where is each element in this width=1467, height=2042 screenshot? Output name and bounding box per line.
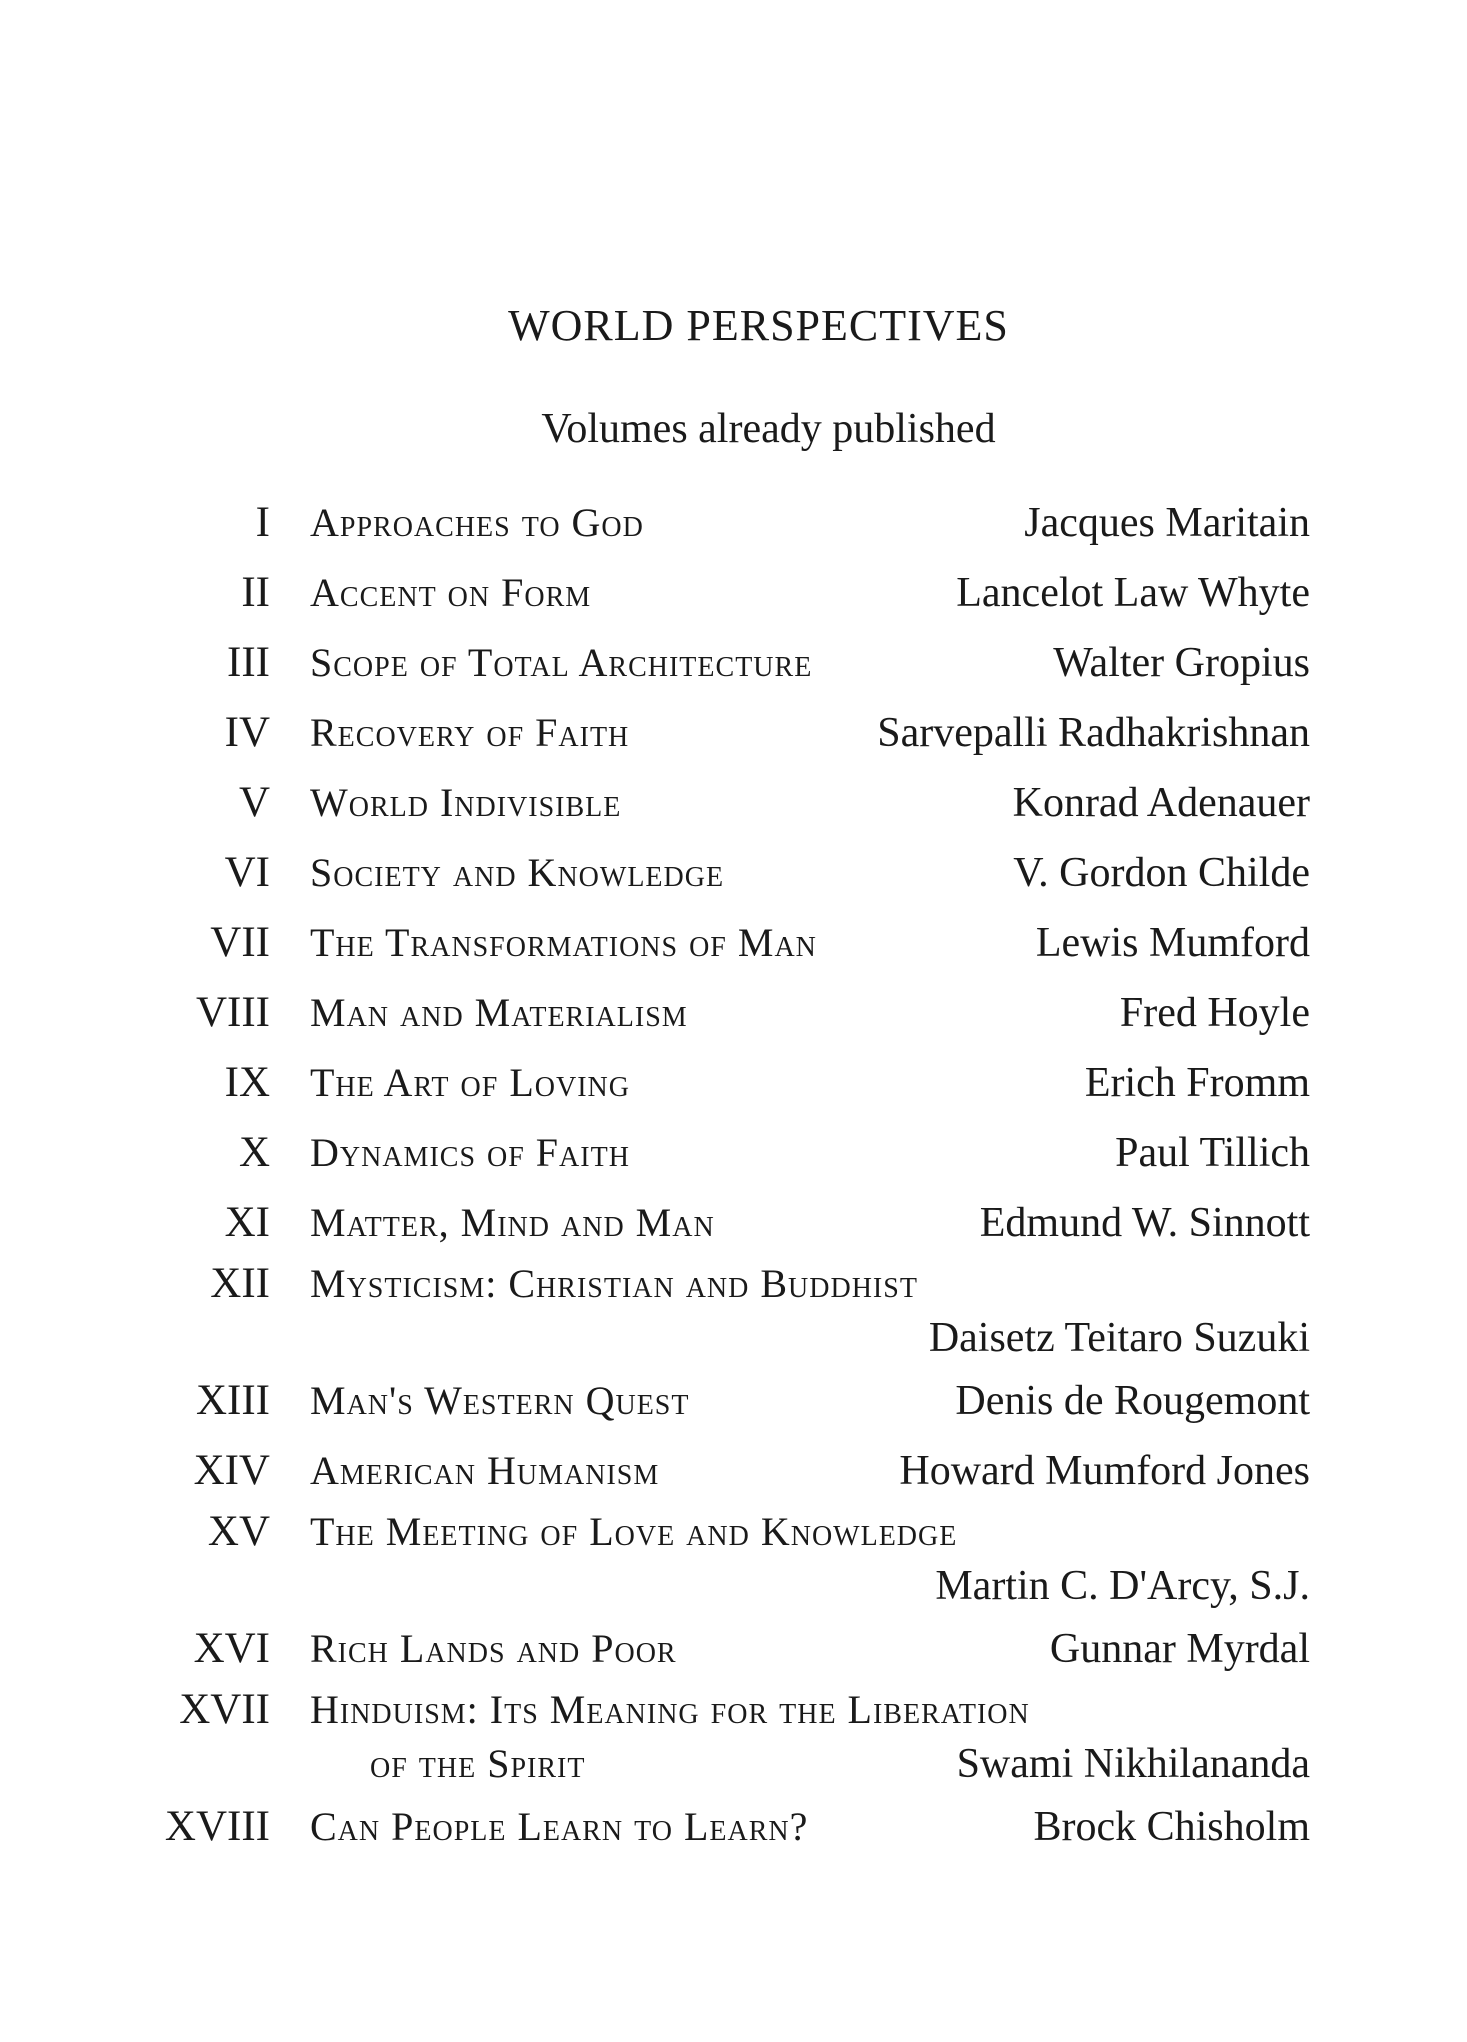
volume-title: The Transformations of Man — [310, 920, 817, 965]
volume-number: V — [238, 779, 270, 826]
list-item — [140, 1258, 1310, 1366]
list-item — [140, 1436, 1310, 1506]
volume-number: XIII — [195, 1377, 270, 1424]
list-item — [140, 768, 1310, 838]
volume-number: XVII — [179, 1686, 270, 1733]
volume-title: Matter, Mind and Man — [310, 1200, 715, 1245]
list-item — [140, 1048, 1310, 1118]
volume-author: Paul Tillich — [1115, 1130, 1310, 1176]
list-item — [140, 1614, 1310, 1684]
list-item — [140, 488, 1310, 558]
volume-number: IV — [224, 709, 270, 756]
volume-title: The Art of Loving — [310, 1060, 630, 1105]
volume-title: Hinduism: Its Meaning for the Liberation — [310, 1687, 1030, 1732]
volume-title: Scope of Total Architecture — [310, 640, 813, 685]
volume-number: XVIII — [164, 1803, 270, 1850]
volume-author: Lewis Mumford — [1035, 920, 1310, 966]
volume-author: Denis de Rougemont — [955, 1378, 1310, 1424]
volume-title: Accent on Form — [310, 570, 592, 615]
volume-number: IX — [224, 1059, 270, 1106]
volume-author: Howard Mumford Jones — [899, 1448, 1310, 1494]
list-item — [140, 908, 1310, 978]
volume-author: Walter Gropius — [1053, 640, 1310, 686]
volume-title: Society and Knowledge — [310, 850, 725, 895]
volume-number: VII — [210, 919, 270, 966]
volume-author: Erich Fromm — [1084, 1060, 1310, 1106]
volume-title: World Indivisible — [310, 780, 622, 825]
volume-author: Daisetz Teitaro Suzuki — [928, 1315, 1310, 1361]
list-item — [140, 698, 1310, 768]
volume-author: Konrad Adenauer — [1012, 780, 1310, 826]
volume-title: American Humanism — [310, 1448, 660, 1493]
volume-number: XII — [210, 1260, 270, 1307]
volume-author: Sarvepalli Radhakrishnan — [877, 710, 1310, 756]
volume-author: Gunnar Myrdal — [1049, 1626, 1310, 1672]
volume-number: VIII — [195, 989, 270, 1036]
volume-title: Recovery of Faith — [310, 710, 630, 755]
volume-number: I — [255, 499, 270, 546]
volume-number: II — [241, 569, 270, 616]
volume-title: Man and Materialism — [310, 990, 688, 1035]
volume-number: XIV — [193, 1447, 270, 1494]
volume-number: VI — [224, 849, 270, 896]
volume-title: Dynamics of Faith — [310, 1130, 630, 1175]
volume-author: Swami Nikhilananda — [956, 1741, 1310, 1787]
list-item — [140, 838, 1310, 908]
list-item — [140, 1366, 1310, 1436]
list-item — [140, 978, 1310, 1048]
volume-title: Can People Learn to Learn? — [310, 1804, 809, 1849]
volume-title-continued: of the Spirit — [370, 1741, 586, 1786]
volume-author: Edmund W. Sinnott — [979, 1200, 1310, 1246]
list-item — [140, 1118, 1310, 1188]
volume-author: Lancelot Law Whyte — [956, 570, 1310, 616]
volume-author: Martin C. D'Arcy, S.J. — [935, 1563, 1310, 1609]
volume-title: Approaches to God — [310, 500, 644, 545]
volume-number: XI — [224, 1199, 270, 1246]
list-item — [140, 1684, 1310, 1792]
volume-list — [140, 488, 1310, 1862]
page-subtitle: Volumes already published — [541, 406, 996, 452]
list-item — [140, 628, 1310, 698]
volume-title: The Meeting of Love and Knowledge — [310, 1509, 958, 1554]
list-item — [140, 1188, 1310, 1258]
volume-author: V. Gordon Childe — [1013, 850, 1310, 896]
page-title: WORLD PERSPECTIVES — [508, 301, 1009, 350]
volume-author: Fred Hoyle — [1119, 990, 1310, 1036]
list-item — [140, 558, 1310, 628]
volume-title: Rich Lands and Poor — [310, 1626, 677, 1671]
list-item — [140, 1792, 1310, 1862]
volume-number: XVI — [193, 1625, 270, 1672]
volume-author: Brock Chisholm — [1033, 1804, 1310, 1850]
volume-title: Man's Western Quest — [310, 1378, 690, 1423]
volume-number: X — [238, 1129, 270, 1176]
list-item — [140, 1506, 1310, 1614]
volume-author: Jacques Maritain — [1024, 500, 1310, 546]
volume-title: Mysticism: Christian and Buddhist — [310, 1261, 918, 1306]
volume-number: XV — [207, 1508, 270, 1555]
volume-number: III — [227, 639, 270, 686]
